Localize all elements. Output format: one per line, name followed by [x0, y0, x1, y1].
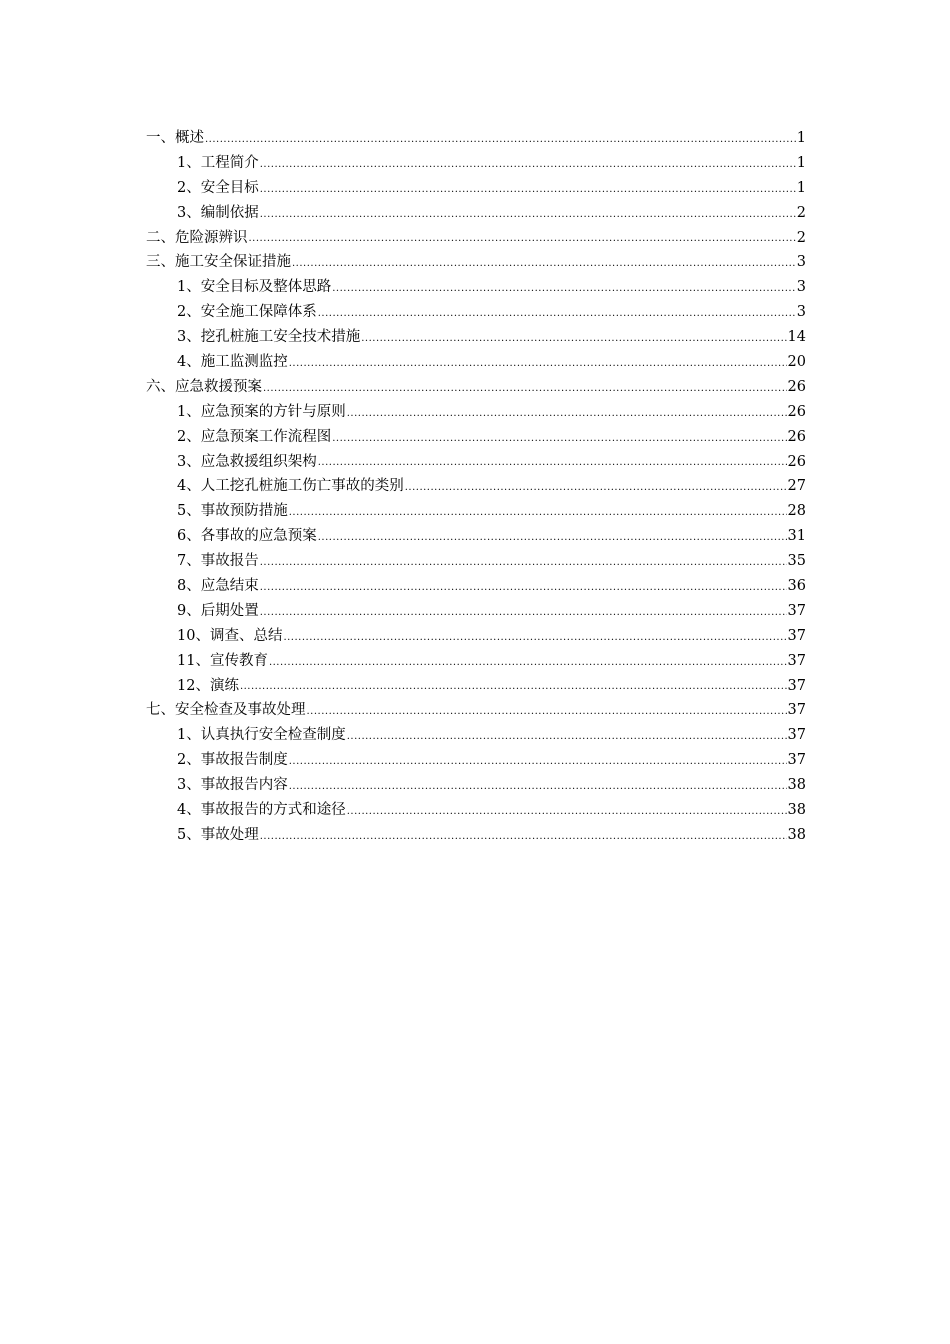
toc-entry-title: 5、事故预防措施	[177, 503, 288, 520]
toc-subsection-entry[interactable]	[146, 674, 806, 699]
toc-subsection-entry[interactable]	[146, 748, 806, 773]
toc-entry-title: 4、施工监测监控	[177, 354, 288, 371]
toc-page-number: 14	[787, 329, 806, 346]
toc-subsection-entry[interactable]	[146, 176, 806, 201]
toc-entry-title: 六、应急救援预案	[146, 378, 262, 395]
toc-entry-title: 11、宣传教育	[177, 652, 268, 669]
toc-page-number: 31	[787, 528, 806, 545]
toc-subsection-entry[interactable]	[146, 549, 806, 574]
toc-page-number: 3	[796, 279, 806, 296]
toc-subsection-entry[interactable]	[146, 275, 806, 300]
toc-dot-leader	[289, 508, 787, 524]
toc-entry-title: 2、应急预案工作流程图	[177, 428, 332, 445]
toc-entry-title: 1、安全目标及整体思路	[177, 279, 332, 296]
toc-dot-leader	[205, 135, 796, 151]
toc-subsection-entry[interactable]	[146, 300, 806, 325]
toc-subsection-entry[interactable]	[146, 325, 806, 350]
toc-dot-leader	[332, 434, 786, 450]
toc-entry-title: 1、工程简介	[177, 154, 259, 171]
toc-entry-title: 10、调查、总结	[177, 627, 283, 644]
toc-entry-title: 七、安全检查及事故处理	[146, 702, 306, 719]
toc-dot-leader	[289, 359, 787, 375]
toc-page-number: 37	[787, 627, 806, 644]
toc-subsection-entry[interactable]	[146, 574, 806, 599]
toc-page-number: 37	[787, 652, 806, 669]
toc-entry-title: 9、后期处置	[177, 602, 259, 619]
toc-dot-leader	[289, 782, 787, 798]
toc-dot-leader	[307, 707, 787, 723]
toc-section-entry[interactable]	[146, 226, 806, 251]
toc-subsection-entry[interactable]	[146, 400, 806, 425]
toc-page-number: 1	[796, 179, 806, 196]
toc-entry-title: 4、人工挖孔桩施工伤亡事故的类别	[177, 478, 404, 495]
toc-subsection-entry[interactable]	[146, 151, 806, 176]
toc-subsection-entry[interactable]	[146, 450, 806, 475]
toc-dot-leader	[260, 160, 796, 176]
toc-entry-title: 3、挖孔桩施工安全技术措施	[177, 329, 361, 346]
toc-entry-title: 二、危险源辨识	[146, 229, 248, 246]
toc-dot-leader	[249, 234, 796, 250]
toc-dot-leader	[240, 682, 787, 698]
toc-page-number: 26	[787, 403, 806, 420]
toc-section-entry[interactable]	[146, 698, 806, 723]
toc-entry-title: 3、编制依据	[177, 204, 259, 221]
toc-entry-title: 三、施工安全保证措施	[146, 254, 291, 271]
toc-subsection-entry[interactable]	[146, 524, 806, 549]
toc-page-number: 38	[787, 802, 806, 819]
toc-section-entry[interactable]	[146, 375, 806, 400]
toc-subsection-entry[interactable]	[146, 499, 806, 524]
toc-page-number: 37	[787, 752, 806, 769]
toc-page-number: 1	[796, 154, 806, 171]
toc-page-number: 3	[796, 254, 806, 271]
toc-entry-title: 3、应急救援组织架构	[177, 453, 317, 470]
toc-dot-leader	[260, 832, 787, 848]
toc-entry-title: 2、安全目标	[177, 179, 259, 196]
toc-subsection-entry[interactable]	[146, 723, 806, 748]
toc-dot-leader	[263, 384, 787, 400]
toc-dot-leader	[269, 658, 787, 674]
toc-entry-title: 2、安全施工保障体系	[177, 304, 317, 321]
toc-page-number: 1	[796, 130, 806, 146]
table-of-contents	[146, 126, 806, 848]
toc-page-number: 36	[787, 578, 806, 595]
toc-subsection-entry[interactable]	[146, 425, 806, 450]
toc-dot-leader	[283, 633, 786, 649]
toc-subsection-entry[interactable]	[146, 201, 806, 226]
toc-entry-title: 一、概述	[146, 130, 204, 146]
toc-page-number: 35	[787, 553, 806, 570]
toc-dot-leader	[260, 185, 796, 201]
toc-dot-leader	[292, 259, 796, 275]
toc-entry-title: 6、各事故的应急预案	[177, 528, 317, 545]
toc-page-number: 20	[787, 354, 806, 371]
toc-dot-leader	[260, 608, 787, 624]
toc-subsection-entry[interactable]	[146, 773, 806, 798]
toc-dot-leader	[318, 458, 787, 474]
toc-page-number: 2	[796, 229, 806, 246]
toc-entry-title: 8、应急结束	[177, 578, 259, 595]
toc-entry-title: 4、事故报告的方式和途径	[177, 802, 346, 819]
toc-page-number: 37	[787, 702, 806, 719]
toc-dot-leader	[332, 284, 796, 300]
toc-dot-leader	[405, 483, 787, 499]
toc-page-number: 37	[787, 602, 806, 619]
toc-section-entry[interactable]	[146, 250, 806, 275]
toc-page-number: 3	[796, 304, 806, 321]
toc-dot-leader	[260, 558, 787, 574]
toc-entry-title: 3、事故报告内容	[177, 777, 288, 794]
toc-page-number: 37	[787, 677, 806, 694]
toc-subsection-entry[interactable]	[146, 599, 806, 624]
toc-subsection-entry[interactable]	[146, 823, 806, 848]
toc-dot-leader	[347, 807, 787, 823]
toc-subsection-entry[interactable]	[146, 624, 806, 649]
toc-dot-leader	[289, 757, 787, 773]
toc-subsection-entry[interactable]	[146, 350, 806, 375]
toc-entry-title: 12、演练	[177, 677, 239, 694]
toc-page-number: 38	[787, 777, 806, 794]
toc-page-number: 38	[787, 826, 806, 843]
toc-dot-leader	[318, 533, 787, 549]
toc-entry-title: 7、事故报告	[177, 553, 259, 570]
toc-dot-leader	[318, 309, 796, 325]
toc-dot-leader	[260, 583, 787, 599]
toc-entry-title: 1、认真执行安全检查制度	[177, 727, 346, 744]
toc-subsection-entry[interactable]	[146, 474, 806, 499]
toc-page-number: 26	[787, 453, 806, 470]
toc-subsection-entry[interactable]	[146, 649, 806, 674]
toc-entry-title: 1、应急预案的方针与原则	[177, 403, 346, 420]
toc-subsection-entry[interactable]	[146, 798, 806, 823]
toc-section-entry[interactable]	[146, 126, 806, 151]
toc-entry-title: 5、事故处理	[177, 826, 259, 843]
toc-page-number: 26	[787, 428, 806, 445]
toc-page-number: 28	[787, 503, 806, 520]
toc-dot-leader	[361, 334, 786, 350]
toc-page-number: 2	[796, 204, 806, 221]
toc-page-number: 26	[787, 378, 806, 395]
toc-page-number: 27	[787, 478, 806, 495]
toc-dot-leader	[260, 210, 796, 226]
toc-dot-leader	[347, 732, 787, 748]
toc-dot-leader	[347, 409, 787, 425]
toc-page-number: 37	[787, 727, 806, 744]
toc-entry-title: 2、事故报告制度	[177, 752, 288, 769]
